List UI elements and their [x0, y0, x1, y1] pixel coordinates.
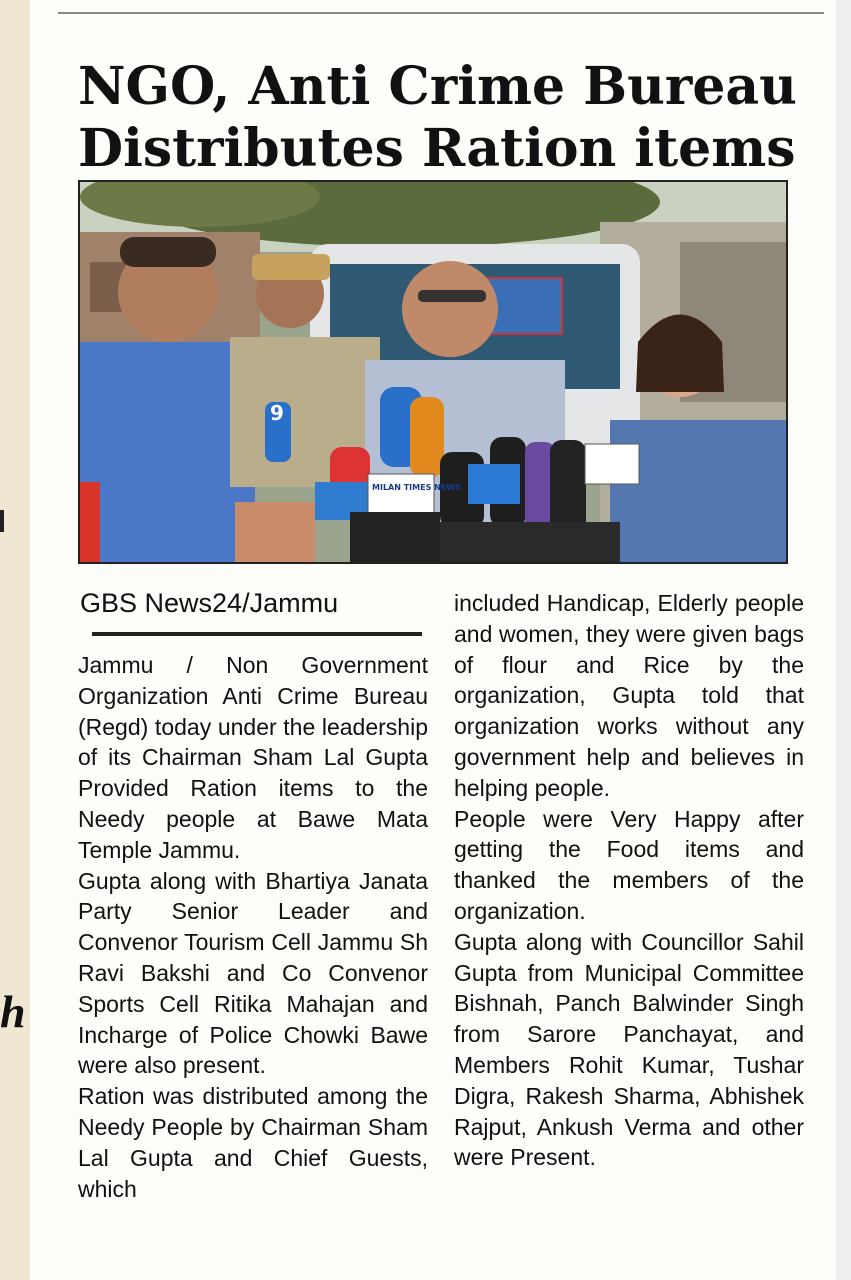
top-rule: [58, 12, 824, 14]
byline-rule: [92, 632, 422, 636]
left-margin-strip: [0, 0, 30, 1280]
mic-label-milan: MILAN TIMES NEWS: [372, 483, 461, 492]
paragraph: Gupta along with Councillor Sahil Gupta from Municipal Committee Bishnah, Panch Balwinder Singh from Sarore Panchayat, and Members Rohit Kumar, Tushar Digra, Rakesh Sharma, Abhishek Rajput, Ankush Verma and other were Present.: [454, 928, 804, 1171]
article-column-left: [78, 650, 428, 1204]
paragraph: People were Very Happy after getting the Food items and thanked the members of the organization.: [454, 805, 804, 924]
article-column-right: [454, 588, 804, 1173]
article-headline: NGO, Anti Crime Bureau Distributes Ration items: [78, 56, 797, 179]
paragraph: Gupta along with Bhartiya Janata Party Senior Leader and Convenor Tourism Cell Jammu Sh Ravi Bakshi and Co Convenor Sports Cell Ritika Mahajan and Incharge of Police Chowki Bawe were also present.: [78, 867, 428, 1079]
paragraph: Ration was distributed among the Needy People by Chairman Sham Lal Gupta and Chief Guests, which: [78, 1083, 428, 1202]
paragraph: included Handicap, Elderly people and women, they were given bags of flour and Rice by the organization, Gupta told that organization works without any government help and believes in helping people.: [454, 590, 804, 801]
newspaper-clipping: [30, 0, 836, 1280]
paragraph: Jammu / Non Government Organization Anti Crime Bureau (Regd) today under the leadership of its Chairman Sham Lal Gupta Provided Ration items to the Needy people at Bawe Mata Temple Jammu.: [78, 652, 428, 863]
right-margin-strip: [836, 0, 851, 1280]
neighbor-edge-letter: h: [0, 986, 26, 1037]
mic-label-left: 9: [270, 401, 284, 425]
article-photo: [78, 180, 788, 564]
press-briefing-photo: [80, 182, 786, 562]
byline: GBS News24/Jammu: [80, 588, 339, 618]
neighbor-edge-mark: [0, 510, 4, 532]
